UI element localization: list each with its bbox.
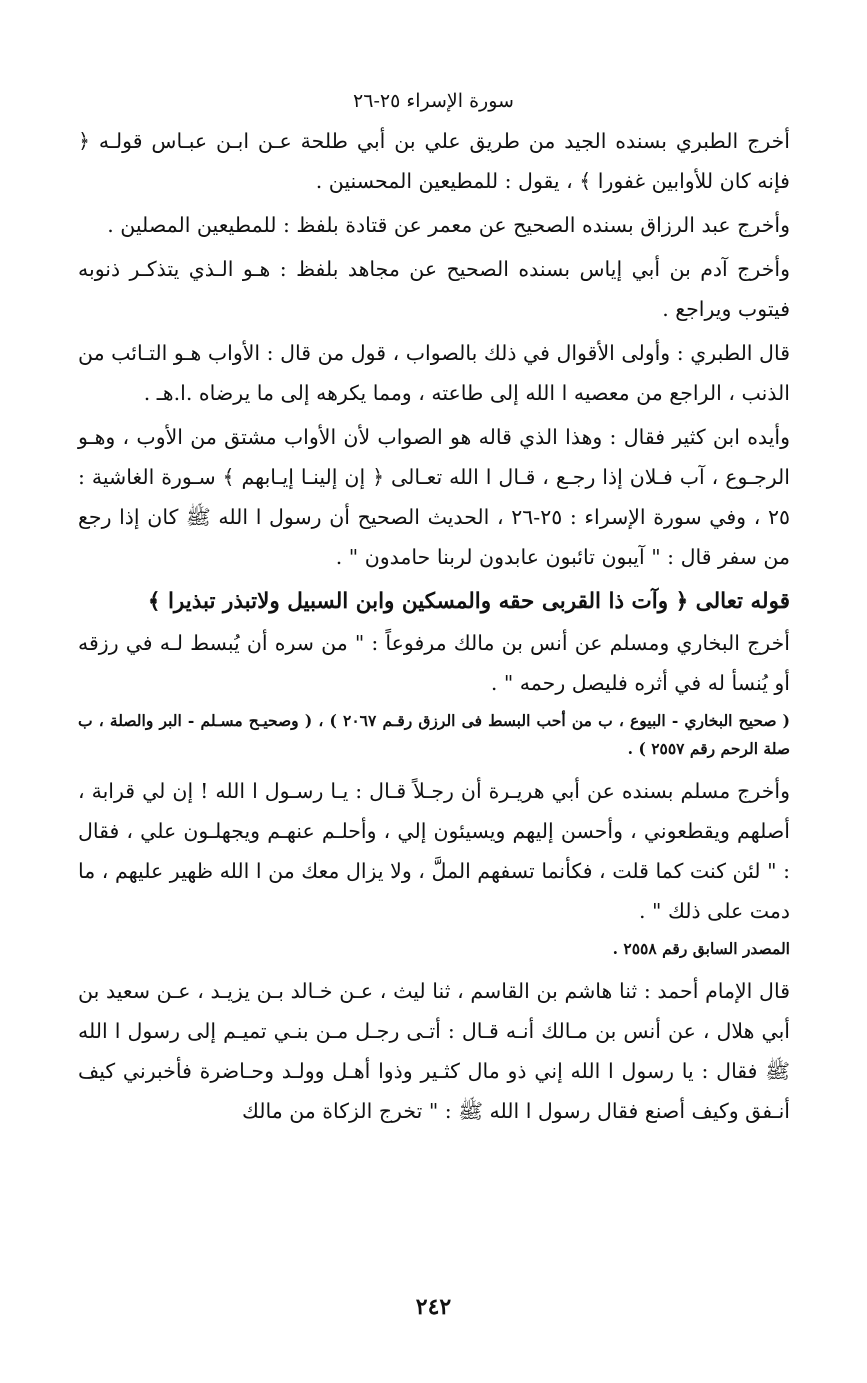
paragraph-bukhari-muslim: أخرج البخاري ومسلم عن أنس بن مالك مرفوعاً : " من سره أن يُبسط لـه في رزقه أو يُنسأ له في أثره فليصل رحمه " . — [78, 631, 790, 695]
paragraph-ibn-kathir: وأيده ابن كثير فقال : وهذا الذي قاله هو الصواب لأن الأواب مشتق من الأوب ، وهـو الرجـوع ، آب فـلان إذا رجـع ، قـال ا الله تعـالى ﴿ إن إلينـا إيـابهم ﴾ سـورة الغاشية : ٢٥ ، وفي سورة الإسراء : ٢٥-٢٦ ، الحديث الصحيح أن رسول ا الله ﷺ كان إذا رجع من سفر قال : " آيبون تائبون عابدون لربنا حامدون " . — [78, 425, 790, 569]
verse-heading: قوله تعالى ﴿ وآت ذا القربى حقه والمسكين وابن السبيل ولاتبذر تبذيرا ﴾ — [147, 589, 790, 614]
reference-note: ( صحيح البخاري - البيوع ، ب من أحب البسط فى الرزق رقـم ٢٠٦٧ ) ، ( وصحيـح مسـلم - البر والصلة ، ب صلة الرحم رقم ٢٥٥٧ ) . — [78, 711, 790, 758]
paragraph-muslim-abu-hurayra: وأخرج مسلم بسنده عن أبي هريـرة أن رجـلاً قـال : يـا رسـول ا الله ! إن لي قرابة ، أصلهم ويقطعوني ، وأحسن إليهم ويسيئون إلي ، وأحلـم عنهـم ويجهلـون علي ، فقال : " لئن كنت كما قلت ، فكأنما تسفهم الملَّ ، ولا يزال معك من ا الله ظهير عليهم ، ما دمت على ذلك " . — [78, 779, 790, 923]
paragraph-imam-ahmad: قال الإمام أحمد : ثنا هاشم بن القاسم ، ثنا ليث ، عـن خـالد بـن يزيـد ، عـن سعيد بن أبي هلال ، عن أنس بن مـالك أنـه قـال : أتـى رجـل مـن بنـي تميـم إلى رسول ا الله ﷺ فقال : يا رسول ا الله إني ذو مال كثـير وذوا أهـل وولـد وحـاضرة فأخبرني كيف أنـفق وكيف أصنع فقال رسول ا الله ﷺ : " تخرج الزكاة من مالك — [78, 979, 790, 1123]
page-number: ٢٤٢ — [415, 1294, 452, 1320]
reference-note-short: المصدر السابق رقم ٢٥٥٨ . — [612, 939, 790, 958]
page-body — [78, 121, 790, 1135]
paragraph-tabari-ibn-abbas: أخرج الطبري بسنده الجيد من طريق علي بن أبي طلحة عـن ابـن عبـاس قولـه ﴿ فإنه كان للأوابين غفورا ﴾ ، يقول : للمطيعين المحسنين . — [78, 129, 790, 193]
running-header: سورة الإسراء ٢٥-٢٦ — [353, 90, 514, 112]
paragraph-tabari-opinion: قال الطبري : وأولى الأقوال في ذلك بالصواب ، قول من قال : الأواب هـو التـائب من الذنب ، الراجع من معصيه ا الله إلى طاعته ، ومما يكرهه إلى ما يرضاه .ا.هـ . — [78, 341, 790, 405]
paragraph-abdulrazzaq: وأخرج عبد الرزاق بسنده الصحيح عن معمر عن قتادة بلفظ : للمطيعين المصلين . — [107, 213, 790, 237]
paragraph-adam-mujahid: وأخرج آدم بن أبي إياس بسنده الصحيح عن مجاهد بلفظ : هـو الـذي يتذكـر ذنوبه فيتوب ويراجع . — [78, 257, 790, 321]
